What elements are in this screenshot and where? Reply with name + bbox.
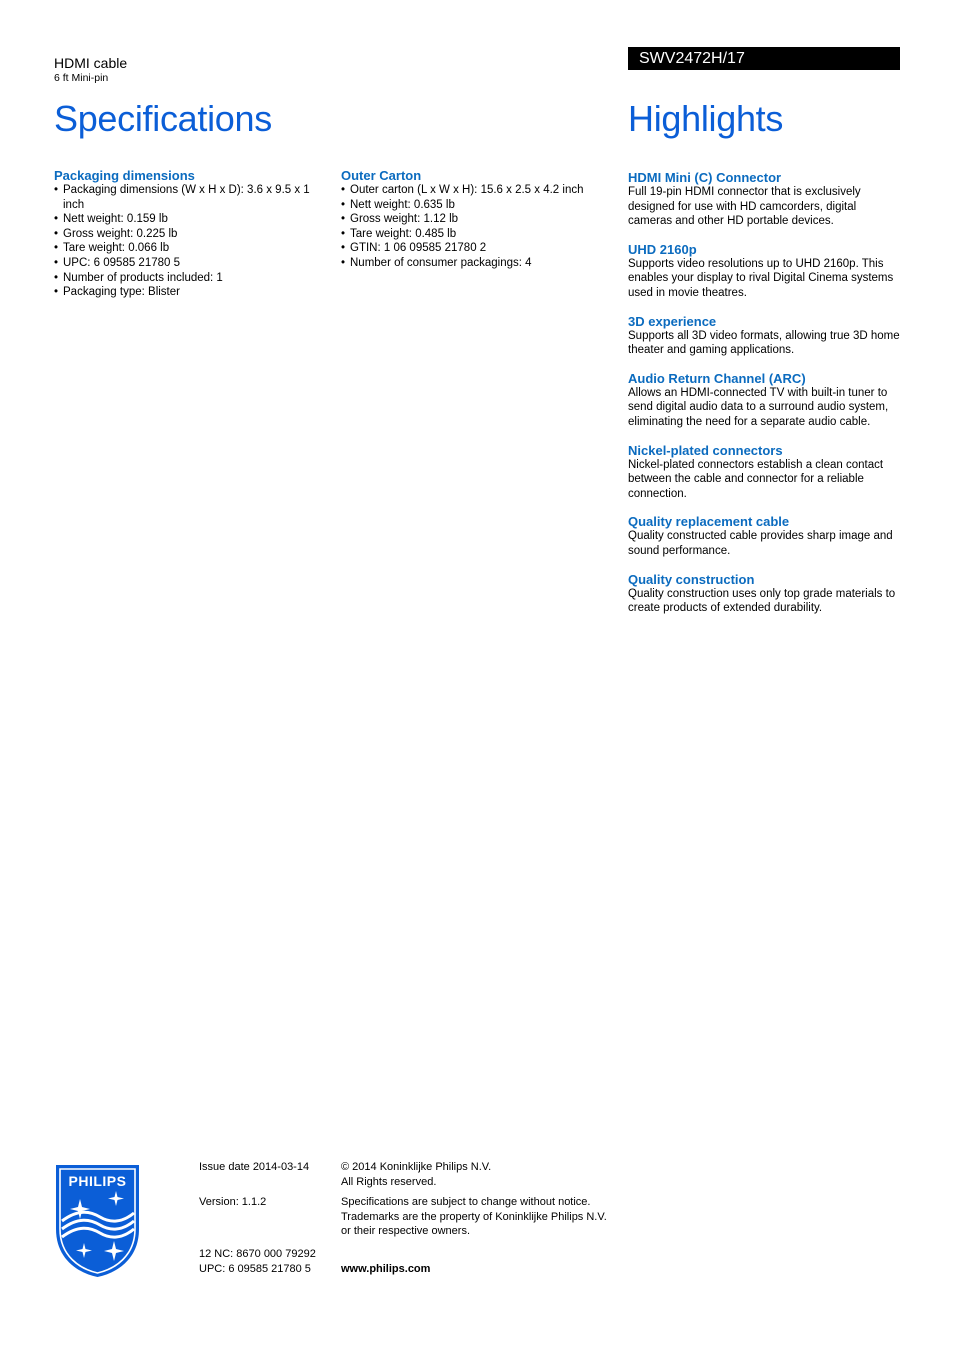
website-link[interactable]: www.philips.com xyxy=(341,1263,431,1275)
highlight-title: Nickel-plated connectors xyxy=(628,442,783,458)
highlight-item xyxy=(628,242,900,301)
notice-line: Specifications are subject to change without notice. xyxy=(341,1196,591,1208)
spec-item: • Nett weight: 0.159 lb xyxy=(54,212,324,227)
section-heading: Outer Carton xyxy=(341,168,422,183)
spec-list xyxy=(54,183,324,300)
outer-carton-section xyxy=(341,168,611,271)
model-number: SWV2472H/17 xyxy=(639,50,745,67)
philips-shield-icon xyxy=(54,1163,141,1279)
spec-item: • Tare weight: 0.066 lb xyxy=(54,241,324,256)
spec-item: • Tare weight: 0.485 lb xyxy=(341,227,611,242)
notice-line: Trademarks are the property of Koninklijke Philips N.V. xyxy=(341,1210,607,1223)
highlight-item xyxy=(628,443,900,502)
highlight-text: Full 19-pin HDMI connector that is exclusively designed for use with HD camcorders, digital cameras and other HD portable devices. xyxy=(628,186,861,228)
product-name: HDMI cable xyxy=(54,55,128,71)
copyright-line: © 2014 Koninklijke Philips N.V. xyxy=(341,1161,492,1173)
copyright-line: All Rights reserved. xyxy=(341,1175,437,1188)
model-number-bar xyxy=(628,47,900,70)
highlight-text: Supports all 3D video formats, allowing true 3D home theater and gaming applications. xyxy=(628,329,900,357)
specifications-title: Specifications xyxy=(54,98,272,139)
product-subtitle: 6 ft Mini-pin xyxy=(54,72,109,84)
spec-item: • Packaging type: Blister xyxy=(54,285,324,300)
highlight-item xyxy=(628,314,900,358)
philips-logo xyxy=(54,1163,141,1279)
highlight-text: Quality construction uses only top grade materials to create products of extended durability. xyxy=(628,587,896,615)
upc-code: UPC: 6 09585 21780 5 xyxy=(199,1262,311,1275)
highlight-title: 3D experience xyxy=(628,313,717,329)
highlight-title: Audio Return Channel (ARC) xyxy=(628,370,806,386)
version: Version: 1.1.2 xyxy=(199,1196,267,1208)
highlight-text: Nickel-plated connectors establish a clean contact between the cable and connector for a reliable connection. xyxy=(628,458,884,500)
spec-item: • Number of consumer packagings: 4 xyxy=(341,256,611,271)
spec-item: • Number of products included: 1 xyxy=(54,271,324,286)
product-codes xyxy=(199,1247,316,1276)
notice-line: or their respective owners. xyxy=(341,1225,470,1238)
spec-item: • Gross weight: 1.12 lb xyxy=(341,212,611,227)
spec-item: • UPC: 6 09585 21780 5 xyxy=(54,256,324,271)
highlights-list xyxy=(628,170,900,629)
svg-text:PHILIPS: PHILIPS xyxy=(68,1173,127,1189)
highlight-text: Supports video resolutions up to UHD 2160p. This enables your display to rival Digital Cinema systems used in movie theatres. xyxy=(628,257,894,299)
highlight-item xyxy=(628,572,900,616)
spec-item: • GTIN: 1 06 09585 21780 2 xyxy=(341,241,611,256)
issue-date: Issue date 2014-03-14 xyxy=(199,1161,310,1173)
highlight-text: Allows an HDMI-connected TV with built-in tuner to send digital audio data to a surround audio system, eliminating the need for a separate audio cable. xyxy=(628,386,889,428)
highlight-item xyxy=(628,514,900,558)
highlight-title: HDMI Mini (C) Connector xyxy=(628,170,782,185)
packaging-dimensions-section xyxy=(54,168,324,300)
copyright xyxy=(341,1160,491,1189)
nc-code: 12 NC: 8670 000 79292 xyxy=(199,1248,316,1260)
spec-list xyxy=(341,183,611,271)
spec-item: • Outer carton (L x W x H): 15.6 x 2.5 x 4.2 inch xyxy=(341,183,611,198)
highlight-text: Quality constructed cable provides sharp image and sound performance. xyxy=(628,530,893,557)
legal-notice xyxy=(341,1195,607,1239)
spec-item: • Nett weight: 0.635 lb xyxy=(341,198,611,213)
highlight-title: Quality replacement cable xyxy=(628,514,790,530)
highlight-item xyxy=(628,371,900,430)
section-heading: Packaging dimensions xyxy=(54,168,195,183)
highlight-item xyxy=(628,170,900,229)
highlight-title: UHD 2160p xyxy=(628,241,697,257)
spec-item: • Gross weight: 0.225 lb xyxy=(54,227,324,242)
highlights-title: Highlights xyxy=(628,98,784,139)
spec-item: • Packaging dimensions (W x H x D): 3.6 x 9.5 x 1 inch xyxy=(54,183,324,212)
highlight-title: Quality construction xyxy=(628,571,755,587)
